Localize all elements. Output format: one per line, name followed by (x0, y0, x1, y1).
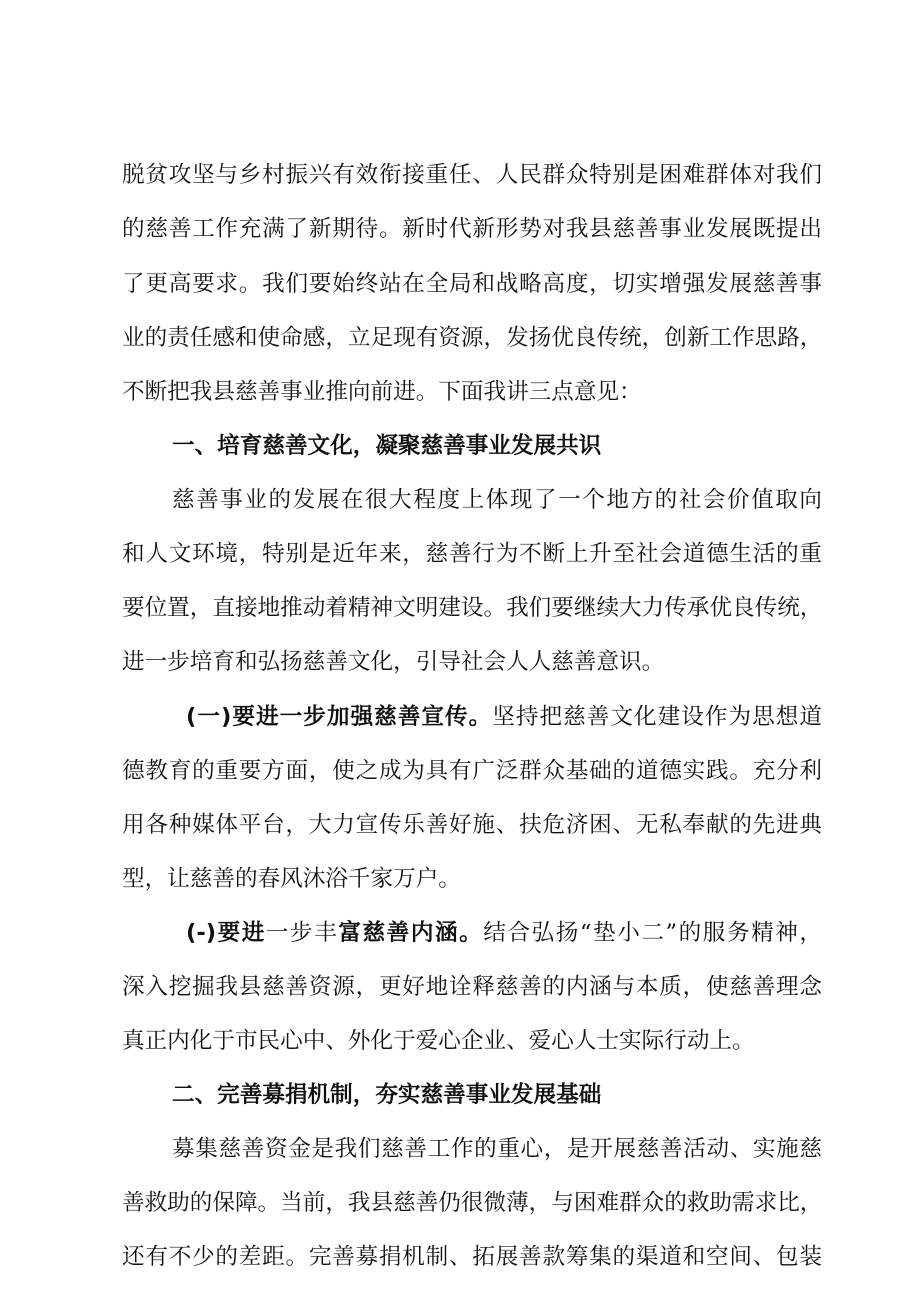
paragraph-line: 要位置，直接地推动着精神文明建设。我们要继续大力传承优良传统， (122, 595, 822, 621)
subsection-2-title-part: 富慈善内涵。 (338, 920, 484, 946)
paragraph-line: 慈善事业的发展在很大程度上体现了一个地方的社会价值取向 (172, 487, 822, 513)
body-line: 了更高要求。我们要始终站在全局和战略高度，切实增强发展慈善事 (122, 271, 822, 297)
subsection-1-text: 坚持把慈善文化建设作为思想道 (492, 704, 822, 730)
body-line: 业的责任感和使命感，立足现有资源，发扬优良传统，创新工作思路， (122, 325, 822, 351)
paragraph-line: 德教育的重要方面，使之成为具有广泛群众基础的道德实践。充分利 (122, 758, 822, 784)
paragraph-line: 真正内化于市民心中、外化于爱心企业、爱心人士实际行动上。 (122, 1028, 755, 1054)
paragraph-line: 善救助的保障。当前，我县慈善仍很微薄，与困难群众的救助需求比， (122, 1190, 822, 1216)
body-line: 的慈善工作充满了新期待。新时代新形势对我县慈善事业发展既提出 (122, 216, 822, 242)
subsection-1-title: (一)要进一步加强慈善宣传。 (186, 704, 493, 730)
paragraph-line: 用各种媒体平台，大力宣传乐善好施、扶危济困、无私奉献的先进典 (122, 812, 822, 838)
paragraph-line: 深入挖掘我县慈善资源，更好地诠释慈善的内涵与本质，使慈善理念 (122, 974, 822, 1000)
section-heading-1: 一、培育慈善文化，凝聚慈善事业发展共识 (172, 433, 602, 459)
subsection-2-text: 结合弘扬“垫小二”的服务精神， (483, 920, 822, 946)
subsection-1-first-line (186, 697, 822, 737)
section-heading-2: 二、完善募捐机制，夯实慈善事业发展基础 (172, 1082, 602, 1108)
paragraph-line: 募集慈善资金是我们慈善工作的重心，是开展慈善活动、实施慈 (172, 1136, 822, 1162)
subsection-2-first-line (186, 913, 822, 953)
paragraph-line: 和人文环境，特别是近年来，慈善行为不断上升至社会道德生活的重 (122, 541, 822, 567)
paragraph-line: 进一步培育和弘扬慈善文化，引导社会人人慈善意识。 (122, 649, 665, 675)
paragraph-line: 型，让慈善的春风沐浴千家万户。 (122, 866, 461, 892)
subsection-2-title-part: 一步丰 (265, 920, 339, 946)
body-line: 不断把我县慈善事业推向前进。下面我讲三点意见： (122, 379, 642, 405)
subsection-2-title-part: (-)要进 (186, 920, 266, 946)
paragraph-line: 还有不少的差距。完善募捐机制、拓展善款筹集的渠道和空间、包装 (122, 1244, 822, 1270)
body-line: 脱贫攻坚与乡村振兴有效衔接重任、人民群众特别是困难群体对我们 (122, 162, 822, 188)
